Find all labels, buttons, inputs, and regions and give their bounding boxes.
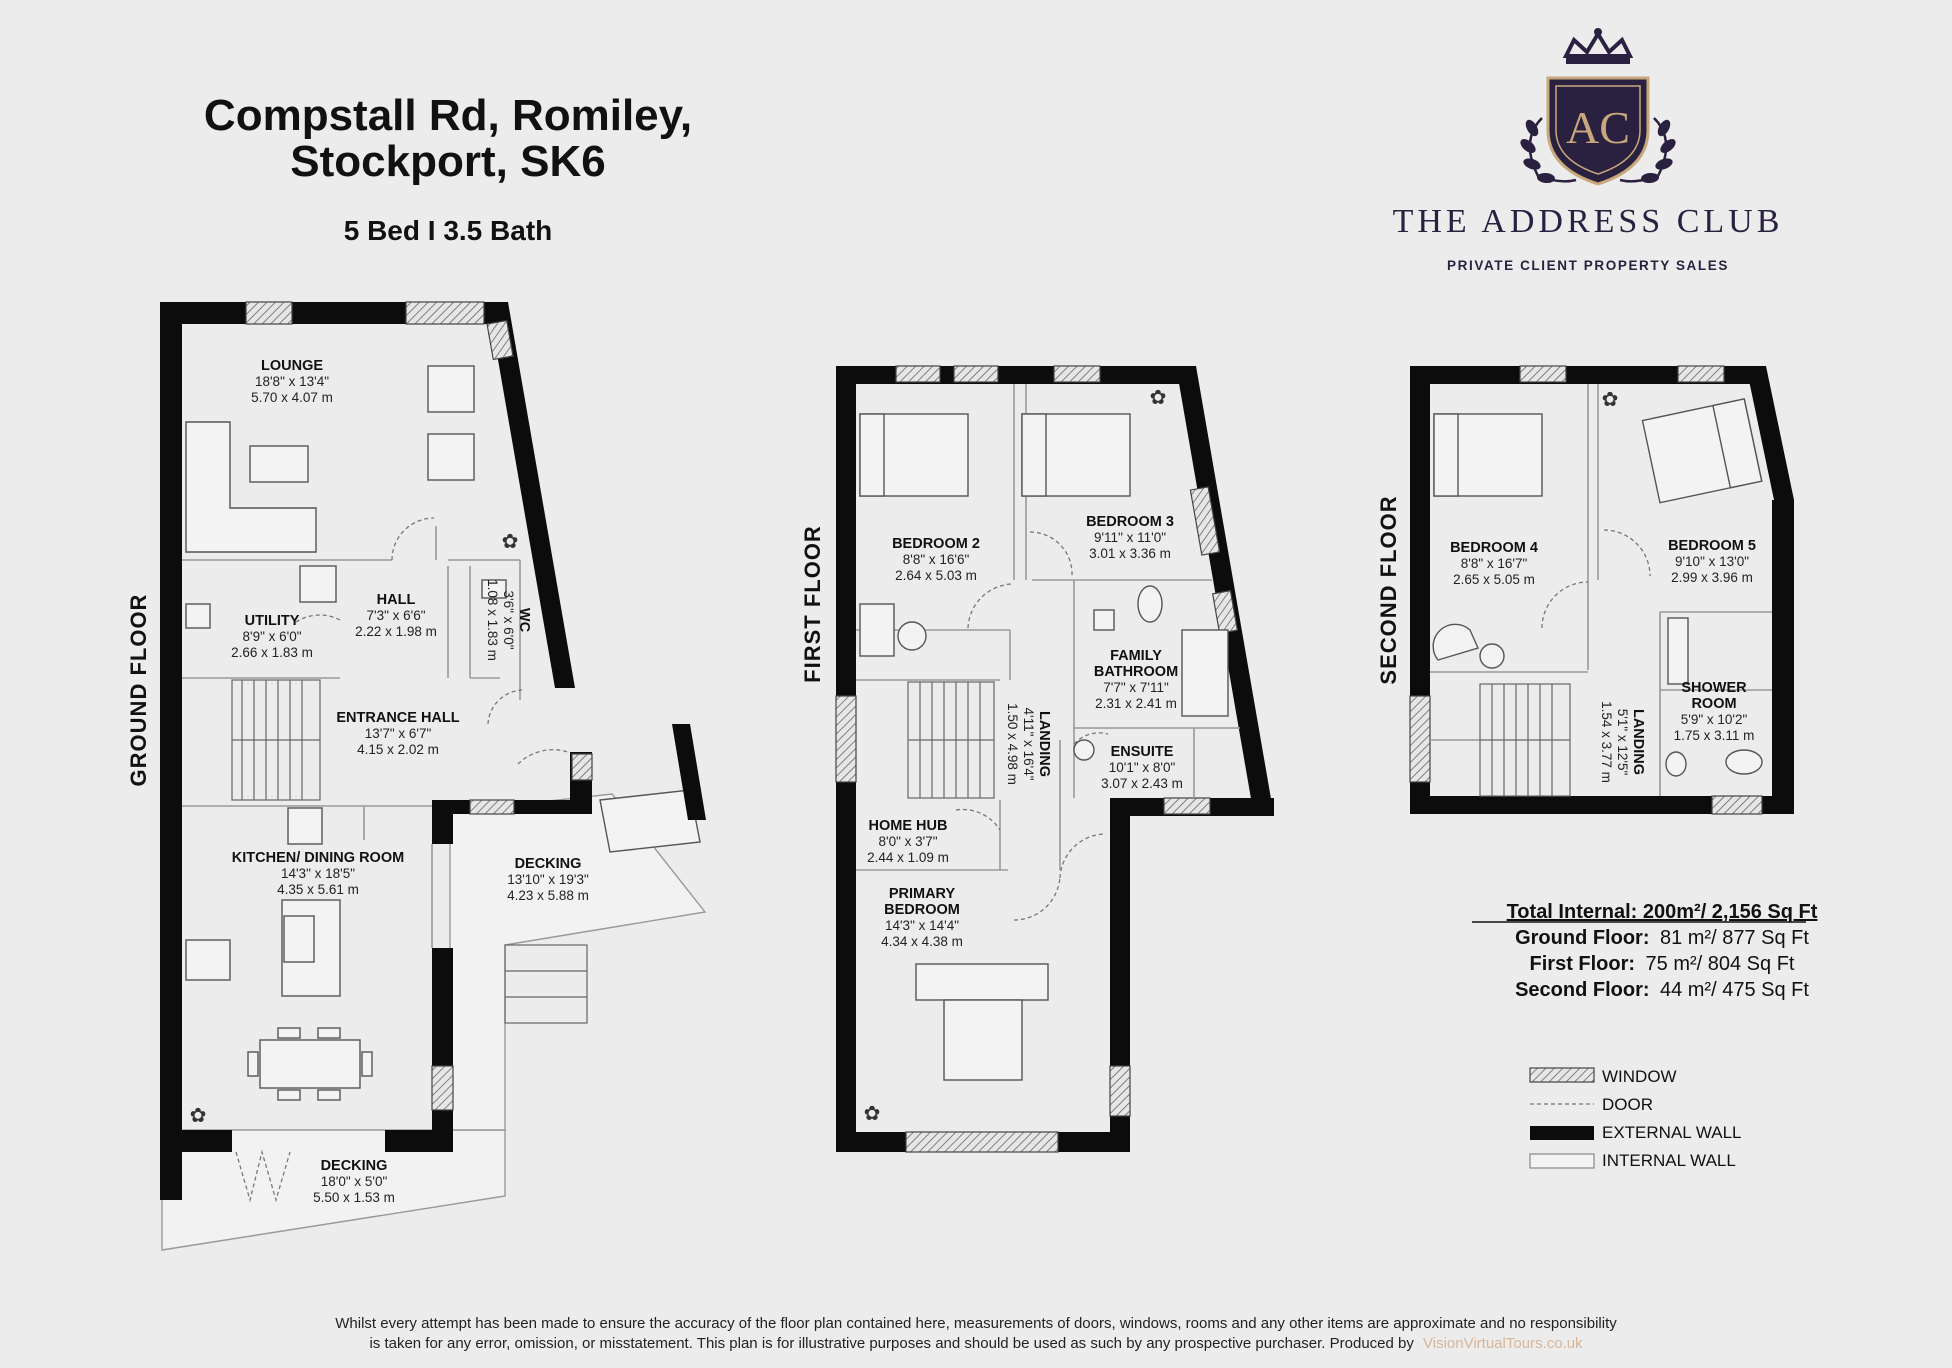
landing-label [1005, 703, 1052, 785]
room-size-metric: 4.34 x 4.38 m [881, 934, 963, 949]
ground-doors [296, 518, 568, 764]
legend-window-swatch [1530, 1068, 1594, 1082]
room-size-imperial: 7'7" x 7'11" [1103, 680, 1169, 695]
legend-external-wall-label: EXTERNAL WALL [1602, 1123, 1742, 1142]
legend-external-wall-swatch [1530, 1126, 1594, 1140]
crown-icon [1566, 28, 1630, 64]
deck-steps [505, 945, 587, 1023]
room-size-imperial: 9'11" x 11'0" [1093, 530, 1167, 545]
armchair [428, 434, 474, 480]
legend [1530, 1067, 1742, 1170]
room-size-metric: 5.70 x 4.07 m [251, 390, 333, 405]
room-size-metric: 2.22 x 1.98 m [355, 624, 437, 639]
room-name: PRIMARY [888, 886, 956, 902]
first-floor-area [1530, 953, 1795, 975]
bed-headboard [860, 414, 884, 496]
room-name: LANDING [1630, 708, 1646, 776]
room-size-metric: 1.54 x 3.77 m [1599, 701, 1614, 783]
disclaimer-line1: Whilst every attempt has been made to ensure the accuracy of the floor plan contained here, measurements of doors, windows, rooms and any other items are approximate and no responsibility [335, 1315, 1617, 1332]
room-size-metric: 2.65 x 5.05 m [1453, 572, 1535, 587]
room-size-imperial: 8'8" x 16'7" [1460, 556, 1528, 571]
lounge-furniture [186, 366, 518, 553]
l-shaped-sofa [186, 422, 316, 552]
angled-bed [1642, 399, 1761, 503]
disclaimer-line2-group [369, 1335, 1583, 1352]
room-name: HOME HUB [868, 818, 948, 834]
shield-icon [1548, 78, 1648, 184]
property-title-line1: Compstall Rd, Romiley, [203, 91, 693, 140]
ground-area-label: Ground Floor: [1515, 927, 1650, 949]
property-title-line2: Stockport, SK6 [290, 137, 606, 186]
plant-icon: ✿ [1601, 389, 1619, 411]
first-area-label: First Floor: [1529, 953, 1636, 975]
room-size-metric: 2.64 x 5.03 m [895, 568, 977, 583]
second-area-value: 44 m²/ 475 Sq Ft [1659, 979, 1809, 1001]
room-size-imperial: 8'8" x 16'6" [902, 552, 970, 567]
room-size-imperial: 5'1" x 12'5" [1615, 708, 1630, 776]
room-size-imperial: 8'9" x 6'0" [242, 629, 302, 644]
room-size-imperial: 5'9" x 10'2" [1680, 712, 1748, 727]
room-size-imperial: 13'7" x 6'7" [364, 726, 432, 741]
second-floor-plan [1376, 366, 1794, 814]
room-size-metric: 4.35 x 5.61 m [277, 882, 359, 897]
room-size-metric: 4.23 x 5.88 m [507, 888, 589, 903]
plant-icon: ✿ [1149, 387, 1167, 409]
basin [1666, 752, 1686, 776]
room-name: BEDROOM 2 [892, 536, 980, 552]
desk-chair [898, 622, 926, 650]
plant-icon: ✿ [863, 1103, 881, 1125]
room-size-imperial: 14'3" x 14'4" [884, 918, 960, 933]
room-name: ENTRANCE HALL [336, 710, 460, 726]
total-area: Total Internal: 200m²/ 2,156 Sq Ft [1506, 901, 1818, 923]
second-area-label: Second Floor: [1515, 979, 1650, 1001]
shower-tray [1668, 618, 1688, 684]
disclaimer [335, 1315, 1617, 1352]
utility-fixtures [186, 566, 506, 628]
room-name: ENSUITE [1110, 744, 1174, 760]
room-name: WC [516, 607, 532, 633]
room-size-metric: 4.15 x 2.02 m [357, 742, 439, 757]
plant-icon: ✿ [189, 1105, 207, 1127]
bathtub [1182, 630, 1228, 716]
room-size-imperial: 9'10" x 13'0" [1674, 554, 1750, 569]
brand-logo [1393, 28, 1784, 273]
first-floor-plan [800, 366, 1274, 1152]
room-size-imperial: 18'0" x 5'0" [320, 1174, 388, 1189]
kitchen-sink [186, 940, 230, 980]
room-name: BEDROOM 4 [1450, 540, 1538, 556]
bed-headboard [916, 964, 1048, 1000]
room-size-imperial: 8'0" x 3'7" [878, 834, 938, 849]
legend-window-label: WINDOW [1602, 1067, 1677, 1086]
ground-area-value: 81 m²/ 877 Sq Ft [1659, 927, 1809, 949]
double-bed [944, 1000, 1022, 1080]
legend-internal-wall-label: INTERNAL WALL [1602, 1151, 1736, 1170]
coffee-table [250, 446, 308, 482]
room-size-imperial: 3'6" x 6'0" [501, 590, 516, 650]
kitchen-unit [288, 808, 322, 844]
toilet [1138, 586, 1162, 622]
room-name: DECKING [320, 1158, 388, 1174]
ground-floor-plan [126, 302, 706, 1250]
legend-internal-wall-swatch [1530, 1154, 1594, 1168]
bed-headboard [1434, 414, 1458, 496]
room-size-imperial: 7'3" x 6'6" [366, 608, 426, 623]
room-name: FAMILY [1110, 648, 1162, 664]
disclaimer-line2: is taken for any error, omission, or misstatement. This plan is for illustrative purposes and should be used as such by any prospective purchaser. Produced by [369, 1335, 1414, 1352]
room-name: HALL [376, 592, 416, 608]
toilet [1726, 750, 1762, 774]
room-size-imperial: 10'1" x 8'0" [1108, 760, 1176, 775]
utility-sink [186, 604, 210, 628]
landing-label [1599, 701, 1646, 783]
room-name: SHOWER [1681, 680, 1747, 696]
wc-label [485, 579, 532, 661]
armchair [428, 366, 474, 412]
monogram: AC [1566, 102, 1630, 153]
room-size-metric: 1.50 x 4.98 m [1005, 703, 1020, 785]
room-size-metric: 5.50 x 1.53 m [313, 1190, 395, 1205]
second-floor-label: SECOND FLOOR [1376, 495, 1401, 685]
room-name: UTILITY [244, 613, 300, 629]
appliance [300, 566, 336, 602]
property-summary: 5 Bed I 3.5 Bath [343, 215, 553, 246]
room-name-line2: BEDROOM [884, 902, 960, 918]
room-name: BEDROOM 3 [1086, 514, 1174, 530]
room-name: LOUNGE [260, 358, 324, 374]
chair [1433, 624, 1478, 660]
desk [860, 604, 894, 656]
side-table [1480, 644, 1504, 668]
second-doors [1542, 530, 1650, 628]
room-size-metric: 3.07 x 2.43 m [1101, 776, 1183, 791]
room-size-metric: 2.99 x 3.96 m [1671, 570, 1753, 585]
second-staircase [1480, 684, 1570, 796]
room-size-imperial: 18'8" x 13'4" [254, 374, 330, 389]
dining-table [260, 1040, 360, 1088]
second-floor-area [1515, 979, 1809, 1001]
room-name: KITCHEN/ DINING ROOM [231, 850, 405, 866]
ground-floor-label: GROUND FLOOR [126, 593, 151, 787]
room-size-metric: 2.44 x 1.09 m [867, 850, 949, 865]
legend-door-label: DOOR [1602, 1095, 1653, 1114]
room-size-metric: 2.66 x 1.83 m [231, 645, 313, 660]
room-name-line2: ROOM [1691, 696, 1737, 712]
first-area-value: 75 m²/ 804 Sq Ft [1645, 953, 1795, 975]
basin [1094, 610, 1114, 630]
room-name: DECKING [514, 856, 582, 872]
room-size-imperial: 14'3" x 18'5" [280, 866, 356, 881]
room-size-imperial: 13'10" x 19'3" [507, 872, 589, 887]
ground-staircase [232, 680, 320, 800]
room-size-imperial: 4'11" x 16'4" [1021, 707, 1036, 781]
room-size-metric: 3.01 x 3.36 m [1089, 546, 1171, 561]
plant-icon: ✿ [501, 531, 519, 553]
brand-tagline: PRIVATE CLIENT PROPERTY SALES [1447, 258, 1729, 273]
first-staircase [908, 682, 994, 798]
property-header [204, 91, 692, 246]
ensuite-basin [1074, 740, 1094, 760]
room-size-metric: 1.08 x 1.83 m [485, 579, 500, 661]
area-summary [1472, 901, 1818, 1001]
room-size-metric: 2.31 x 2.41 m [1095, 696, 1177, 711]
room-name: BEDROOM 5 [1668, 538, 1756, 554]
bed-headboard [1022, 414, 1046, 496]
first-floor-label: FIRST FLOOR [800, 525, 825, 683]
producer-credit: VisionVirtualTours.co.uk [1423, 1335, 1583, 1352]
hob [284, 916, 314, 962]
room-name: LANDING [1036, 710, 1052, 778]
ground-floor-area [1515, 927, 1809, 949]
brand-name: THE ADDRESS CLUB [1392, 203, 1784, 240]
room-name-line2: BATHROOM [1093, 664, 1179, 680]
room-size-metric: 1.75 x 3.11 m [1673, 728, 1755, 743]
